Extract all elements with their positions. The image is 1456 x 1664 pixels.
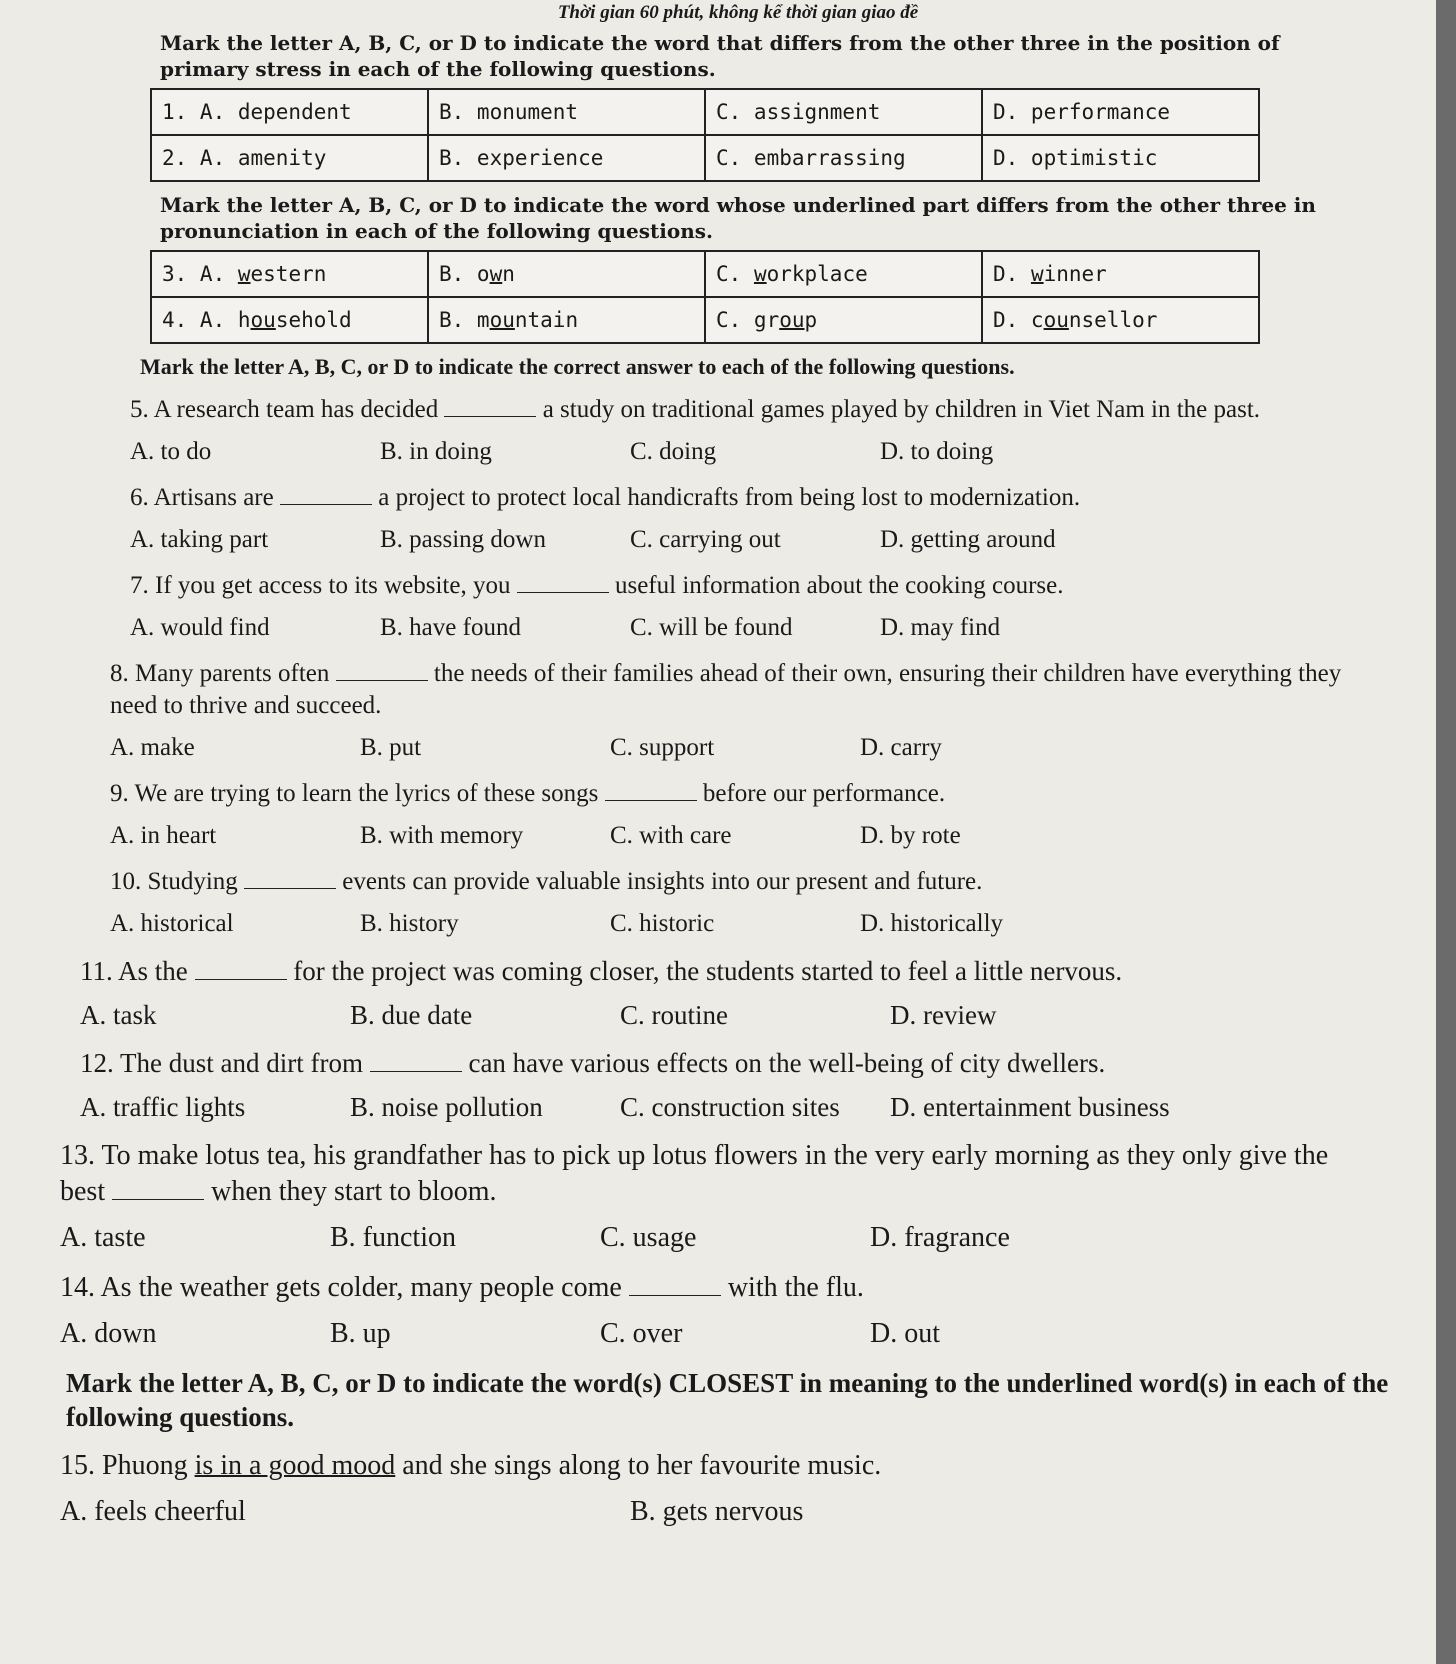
option-d[interactable]: D. out [870,1318,940,1349]
option-c[interactable]: C. carrying out [630,526,781,553]
answer-blank[interactable] [605,780,697,801]
question-10: 10. Studying events can provide valuable insights into our present and future. [110,868,983,895]
option-c[interactable]: C. over [600,1318,683,1349]
option-cell[interactable]: B. mountain [428,297,705,343]
question-10-options [110,908,1376,940]
question-12-options [80,1090,1376,1124]
question-8: 8. Many parents often the needs of their families ahead of their own, ensuring their children have everything they need to thrive and succeed. [110,660,1342,719]
option-d[interactable]: D. to doing [880,438,994,465]
question-14: 14. As the weather gets colder, many people come with the flu. [60,1272,864,1303]
option-b[interactable]: B. noise pollution [350,1092,543,1122]
answer-blank[interactable] [444,396,536,417]
question-11-options [80,998,1376,1032]
option-b[interactable]: B. put [360,734,422,761]
stress-question-table [150,88,1260,182]
option-cell[interactable]: D. performance [982,89,1259,135]
question-8-options [110,732,1376,764]
option-d[interactable]: D. review [890,1000,997,1030]
option-c[interactable]: C. will be found [630,614,793,641]
option-cell[interactable]: 2. A. amenity [151,135,428,181]
option-b[interactable]: B. in doing [380,438,492,465]
option-a[interactable]: A. historical [110,910,234,937]
option-b[interactable]: B. gets nervous [630,1496,804,1527]
option-d[interactable]: D. historically [860,910,1004,937]
option-cell[interactable]: 1. A. dependent [151,89,428,135]
table-row [151,297,1259,343]
question-12: 12. The dust and dirt from can have various effects on the well-being of city dwellers. [80,1048,1106,1078]
option-cell[interactable]: D. counsellor [982,297,1259,343]
question-7-options [130,612,1376,644]
answer-blank[interactable] [112,1179,204,1200]
option-cell[interactable]: B. experience [428,135,705,181]
question-15-options [60,1494,1376,1530]
question-9: 9. We are trying to learn the lyrics of these songs before our performance. [110,780,946,807]
answer-blank[interactable] [517,572,609,593]
option-cell[interactable]: 4. A. household [151,297,428,343]
question-13: 13. To make lotus tea, his grandfather has to pick up lotus flowers in the very early morning as they only give the best when they start to bloom. [60,1140,1329,1207]
section-correct-answer-instruction: Mark the letter A, B, C, or D to indicate the correct answer to each of the following questions. [140,354,1015,379]
answer-blank[interactable] [244,868,336,889]
option-a[interactable]: A. to do [130,438,212,465]
option-a[interactable]: A. taste [60,1222,146,1253]
question-11: 11. As the for the project was coming closer, the students started to feel a little nervous. [80,956,1123,986]
option-d[interactable]: D. carry [860,734,942,761]
option-b[interactable]: B. passing down [380,526,546,553]
exam-duration-header: Thời gian 60 phút, không kể thời gian giao đề [557,2,919,23]
option-c[interactable]: C. routine [620,1000,728,1030]
option-c[interactable]: C. doing [630,438,717,465]
answer-blank[interactable] [280,484,372,505]
option-c[interactable]: C. construction sites [620,1092,840,1122]
question-5: 5. A research team has decided a study on traditional games played by children in Viet Nam in the past. [130,396,1261,423]
question-14-options [60,1316,1376,1352]
option-c[interactable]: C. with care [610,822,732,849]
option-c[interactable]: C. support [610,734,715,761]
option-cell[interactable]: C. assignment [705,89,982,135]
table-row [151,251,1259,297]
option-a[interactable]: A. taking part [130,526,269,553]
option-b[interactable]: B. function [330,1222,456,1253]
option-a[interactable]: A. make [110,734,195,761]
option-b[interactable]: B. have found [380,614,521,641]
option-d[interactable]: D. may find [880,614,1001,641]
question-13-options [60,1220,1376,1256]
question-5-options [130,436,1376,468]
option-a[interactable]: A. traffic lights [80,1092,246,1122]
option-d[interactable]: D. entertainment business [890,1092,1170,1122]
answer-blank[interactable] [195,959,287,980]
option-d[interactable]: D. fragrance [870,1222,1010,1253]
option-d[interactable]: D. by rote [860,822,961,849]
answer-blank[interactable] [370,1051,462,1072]
option-b[interactable]: B. up [330,1318,391,1349]
option-c[interactable]: C. usage [600,1222,697,1253]
table-row [151,89,1259,135]
option-a[interactable]: A. in heart [110,822,217,849]
option-cell[interactable]: C. group [705,297,982,343]
pronunciation-question-table [150,250,1260,344]
option-cell[interactable]: B. own [428,251,705,297]
option-d[interactable]: D. getting around [880,526,1056,553]
answer-blank[interactable] [336,660,428,681]
question-7: 7. If you get access to its website, you useful information about the cooking course. [130,572,1064,599]
option-cell[interactable]: C. embarrassing [705,135,982,181]
question-15: 15. Phuong is in a good mood and she sings along to her favourite music. [60,1450,882,1481]
option-c[interactable]: C. historic [610,910,715,937]
table-row [151,135,1259,181]
question-6-options [130,524,1376,556]
option-cell[interactable]: D. winner [982,251,1259,297]
section-stress-instruction: Mark the letter A, B, C, or D to indicate the word that differs from the other three in the position of primary stress in each of the following questions. [160,31,1280,81]
section-closest-meaning-instruction: Mark the letter A, B, C, or D to indicate the word(s) CLOSEST in meaning to the underlined word(s) in each of the following questions. [66,1368,1389,1432]
option-b[interactable]: B. due date [350,1000,473,1030]
option-a[interactable]: A. would find [130,614,270,641]
answer-blank[interactable] [629,1275,721,1296]
section-pronunciation-instruction: Mark the letter A, B, C, or D to indicate the word whose underlined part differs from the other three in pronunciation in each of the following questions. [160,193,1316,243]
option-cell[interactable]: C. workplace [705,251,982,297]
question-9-options [110,820,1376,852]
question-6: 6. Artisans are a project to protect local handicrafts from being lost to modernization. [130,484,1081,511]
option-b[interactable]: B. history [360,910,459,937]
option-cell[interactable]: B. monument [428,89,705,135]
option-cell[interactable]: 3. A. western [151,251,428,297]
option-b[interactable]: B. with memory [360,822,524,849]
option-a[interactable]: A. down [60,1318,157,1349]
option-a[interactable]: A. task [80,1000,157,1030]
option-a[interactable]: A. feels cheerful [60,1496,246,1527]
option-cell[interactable]: D. optimistic [982,135,1259,181]
